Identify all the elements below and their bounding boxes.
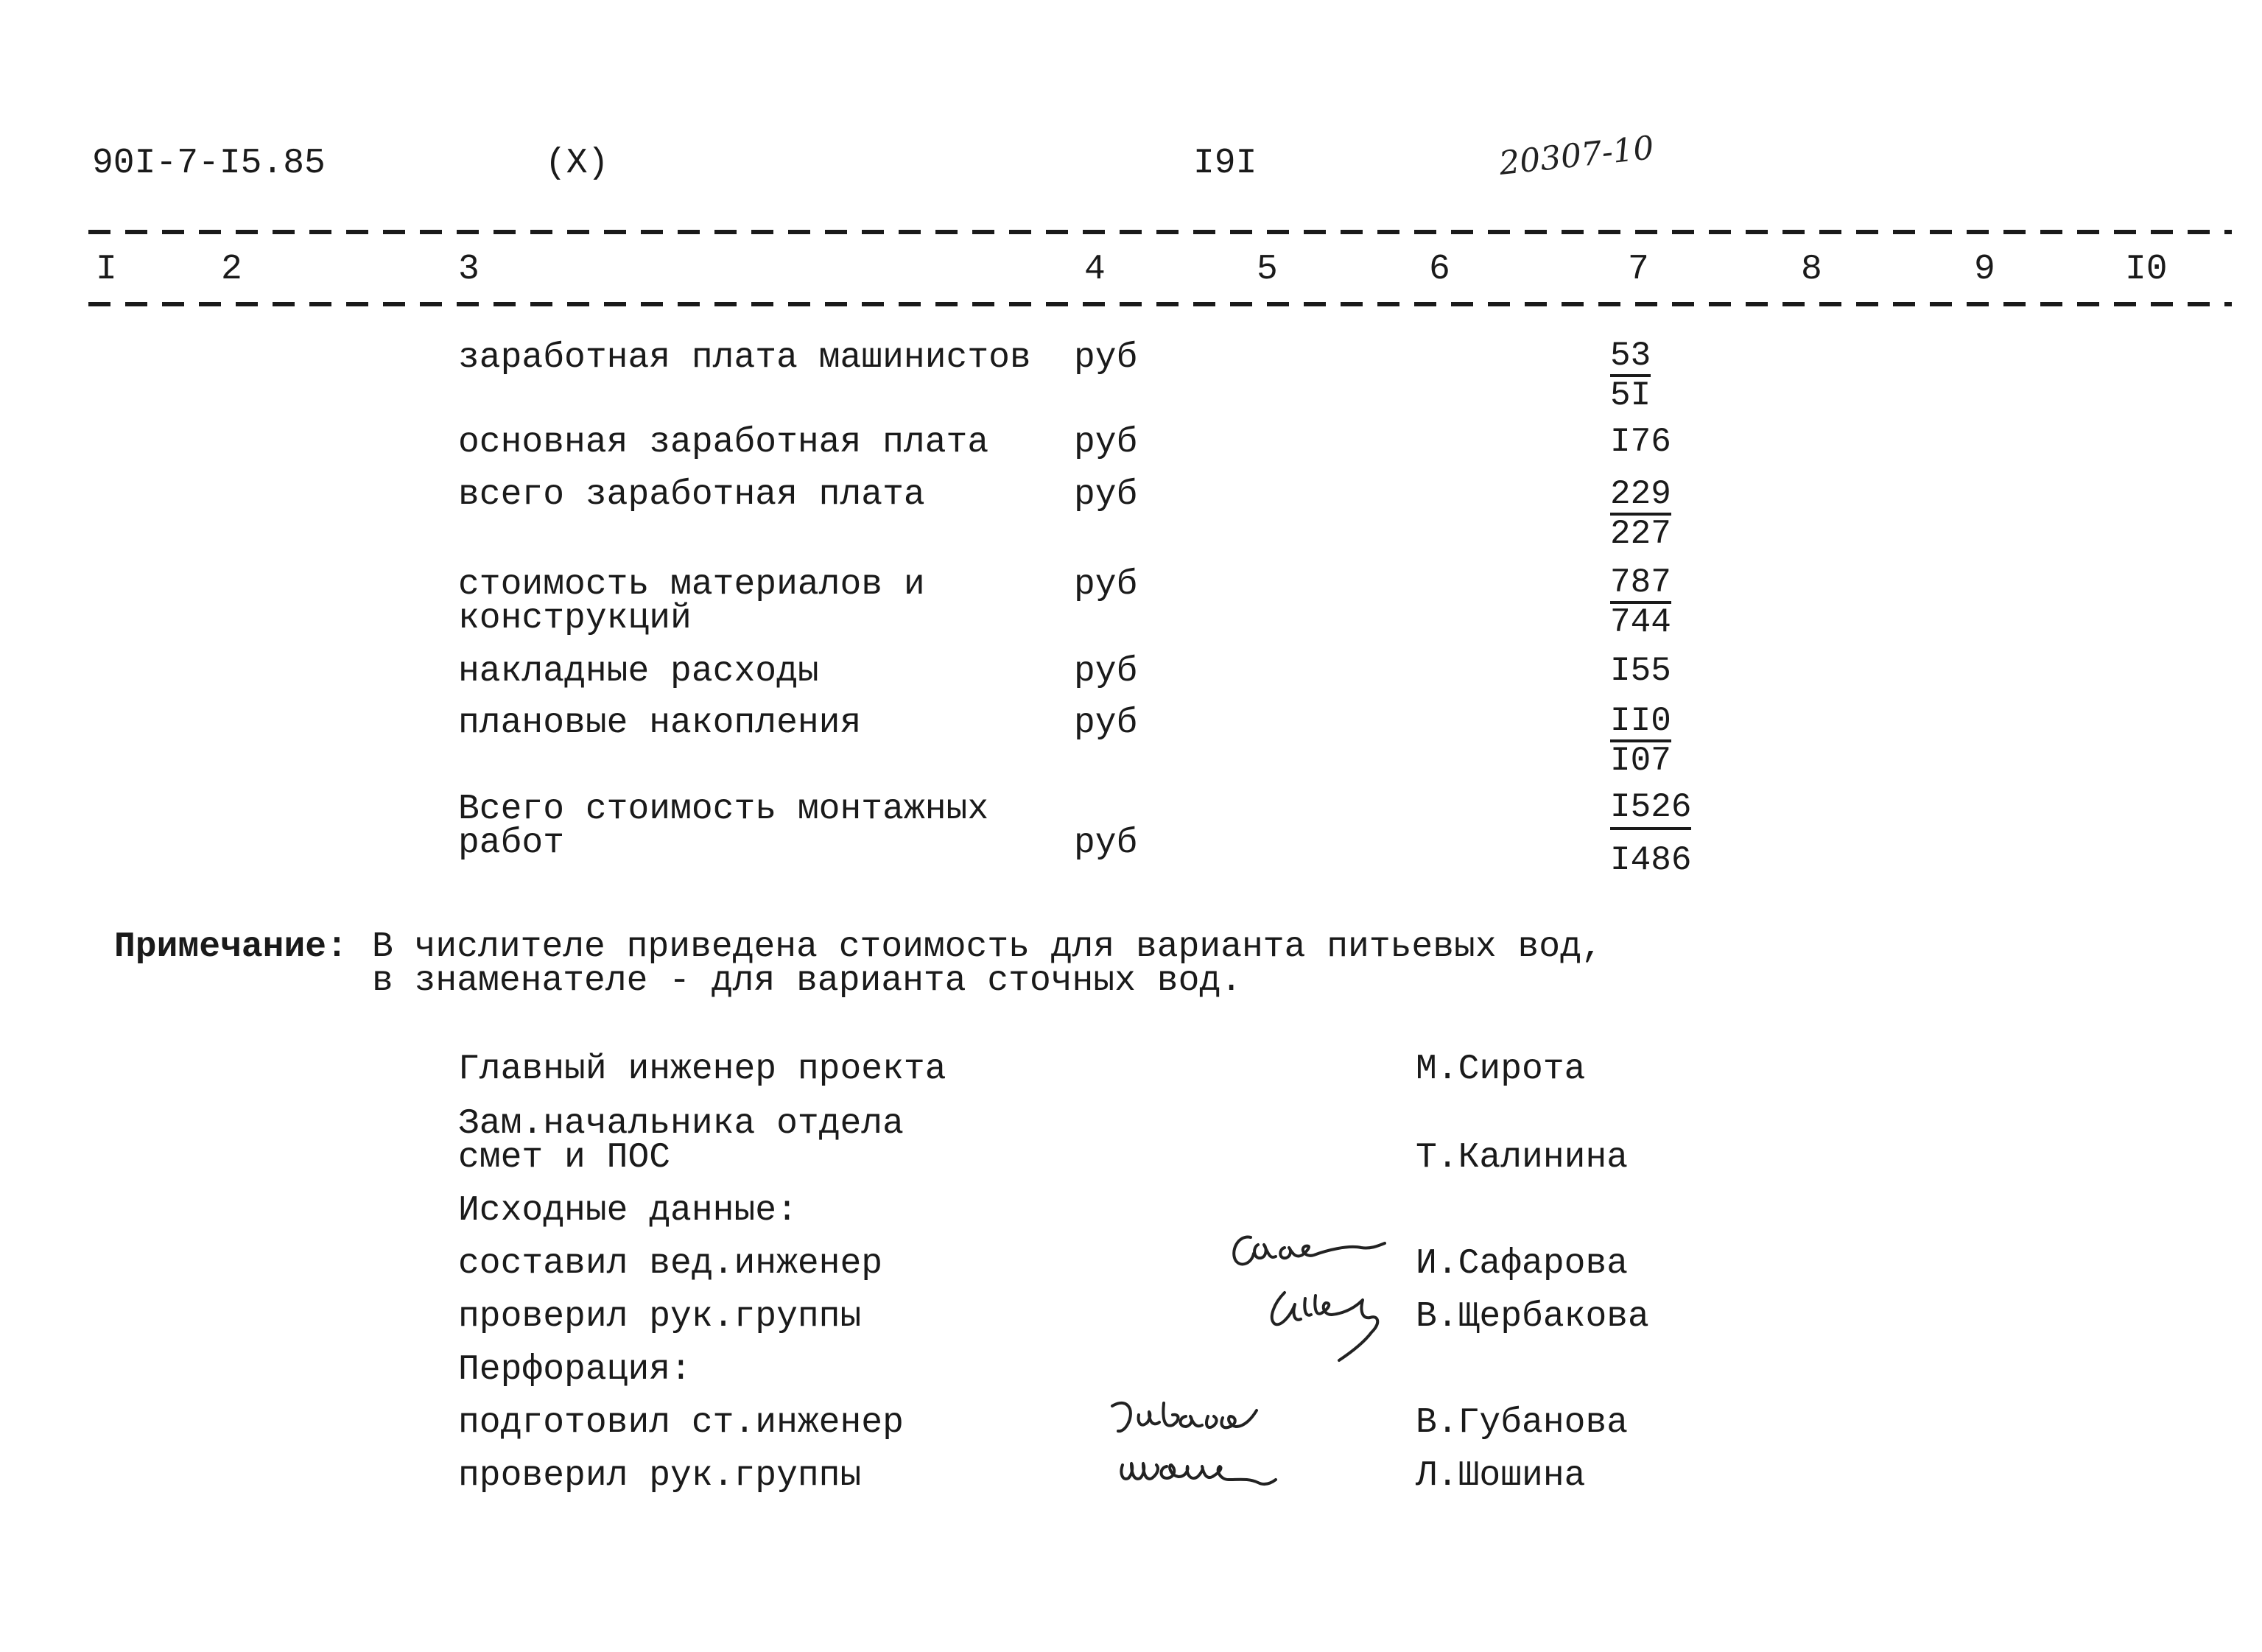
column-header: 8 <box>1801 250 1822 289</box>
row-unit: руб <box>1074 475 1138 515</box>
signatory-title: Главный инженер проекта <box>458 1050 946 1089</box>
row-value-numerator: II0 <box>1610 704 1671 742</box>
signatory-title: проверил рук.группы <box>458 1456 862 1496</box>
row-value: I55 <box>1610 652 1671 690</box>
row-unit: руб <box>1074 652 1138 692</box>
signatory-title-line1: Зам.начальника отдела <box>458 1104 904 1144</box>
row-name: накладные расходы <box>458 652 819 692</box>
handwritten-signature <box>1112 1440 1318 1499</box>
top-dashed-rule <box>88 230 2232 234</box>
signatory-name: В.Губанова <box>1416 1403 1629 1443</box>
row-value-numerator: 787 <box>1610 566 1671 604</box>
row-value-fraction <box>1610 477 1671 551</box>
column-header: 7 <box>1628 250 1649 289</box>
row-unit: руб <box>1074 565 1138 605</box>
column-header: 2 <box>221 250 242 289</box>
row-value-denominator: I07 <box>1610 742 1671 780</box>
note-line1: В числителе приведена стоимость для варианта питьевых вод, <box>372 927 1603 967</box>
handwritten-number: 20307-10 <box>1497 129 1656 183</box>
row-name-line2: работ <box>458 823 565 863</box>
row-value-denominator: 5I <box>1610 376 1651 415</box>
row-value-numerator: 229 <box>1610 477 1671 516</box>
column-header: I <box>96 250 117 289</box>
note-line2: в знаменателе - для варианта сточных вод. <box>372 961 1242 1001</box>
signatory-title: проверил рук.группы <box>458 1297 862 1337</box>
column-header: I0 <box>2125 250 2168 289</box>
row-value-denominator: 744 <box>1610 603 1671 642</box>
handwritten-signature <box>1252 1270 1429 1381</box>
column-header: 9 <box>1974 250 1995 289</box>
row-value-fraction <box>1610 563 1671 642</box>
row-value: I76 <box>1610 423 1671 461</box>
signatory-title: составил вед.инженер <box>458 1244 883 1284</box>
column-header: 6 <box>1429 250 1450 289</box>
row-name: заработная плата машинистов <box>458 338 1031 378</box>
column-header: 5 <box>1257 250 1278 289</box>
signatory-title-line2: смет и ПОС <box>458 1138 671 1178</box>
perforation-heading: Перфорация: <box>458 1350 692 1390</box>
row-unit: руб <box>1074 423 1138 463</box>
signatory-name: И.Сафарова <box>1416 1244 1629 1284</box>
signatory-name: М.Сирота <box>1416 1050 1586 1089</box>
bottom-dashed-rule <box>88 302 2232 306</box>
column-header: 3 <box>458 250 480 289</box>
section-code: (X) <box>545 144 609 183</box>
signatory-name: В.Щербакова <box>1416 1297 1649 1337</box>
handwritten-signature <box>1105 1388 1311 1447</box>
signatory-name: Т.Калинина <box>1416 1138 1629 1178</box>
row-unit: руб <box>1074 703 1138 743</box>
row-value-numerator: 53 <box>1610 339 1651 377</box>
row-unit: руб <box>1074 823 1138 863</box>
note-label: Примечание: <box>114 927 348 967</box>
row-value-denominator: 227 <box>1610 515 1671 553</box>
column-header: 4 <box>1084 250 1106 289</box>
page-number: I9I <box>1193 144 1257 183</box>
row-name: основная заработная плата <box>458 423 989 463</box>
signatory-name: Л.Шошина <box>1416 1456 1586 1496</box>
row-value-denominator: I486 <box>1610 841 1692 879</box>
row-name-line1: стоимость материалов и <box>458 565 925 605</box>
source-data-heading: Исходные данные: <box>458 1191 798 1231</box>
row-value-fraction <box>1610 337 1651 415</box>
row-unit: руб <box>1074 338 1138 378</box>
row-name: плановые накопления <box>458 703 862 743</box>
row-value-fraction <box>1610 704 1671 778</box>
document-code: 90I-7-I5.85 <box>92 144 326 183</box>
row-name: всего заработная плата <box>458 475 925 515</box>
row-name-line1: Всего стоимость монтажных <box>458 790 989 829</box>
signatory-title: подготовил ст.инженер <box>458 1403 904 1443</box>
row-value-numerator: I526 <box>1610 790 1691 830</box>
row-name-line2: конструкций <box>458 599 692 639</box>
